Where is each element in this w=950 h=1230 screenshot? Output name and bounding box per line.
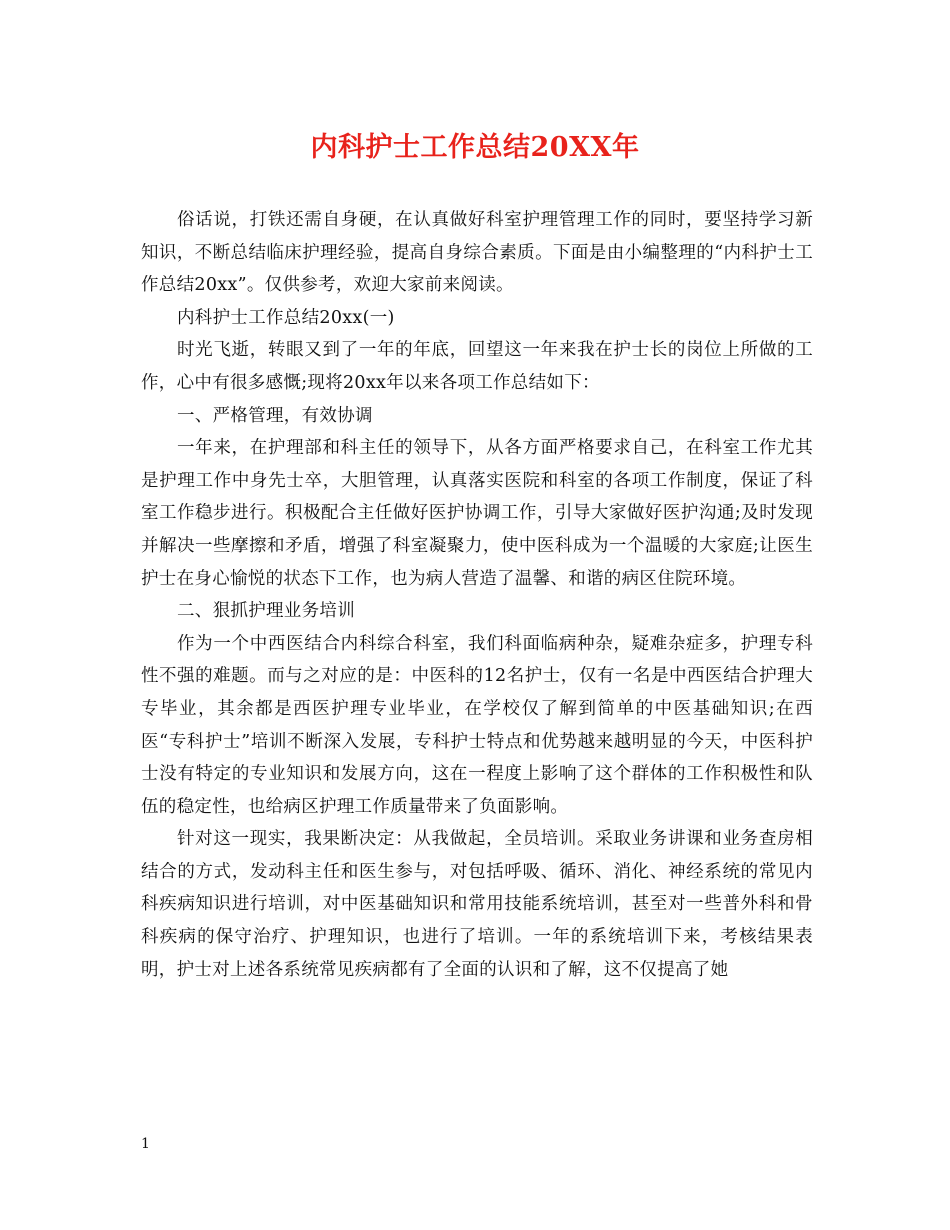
- paragraph: 一年来，在护理部和科主任的领导下，从各方面严格要求自己，在科室工作尤其是护理工作中身先士卒，大胆管理，认真落实医院和科室的各项工作制度，保证了科室工作稳步进行。积极配合主任做好医护协调工作，引导大家做好医护沟通;及时发现并解决一些摩擦和矛盾，增强了科室凝聚力，使中医科成为一个温暖的大家庭;让医生护士在身心愉悦的状态下工作，也为病人营造了温馨、和谐的病区住院环境。: [141, 438, 813, 589]
- document-body: [141, 204, 813, 986]
- paragraph: 时光飞逝，转眼又到了一年的年底，回望这一年来我在护士长的岗位上所做的工作，心中有很多感慨;现将20xx年以来各项工作总结如下：: [141, 340, 813, 393]
- paragraph: 针对这一现实，我果断决定：从我做起，全员培训。采取业务讲课和业务查房相结合的方式，发动科主任和医生参与，对包括呼吸、循环、消化、神经系统的常见内科疾病知识进行培训，对中医基础知识和常用技能系统培训，甚至对一些普外科和骨科疾病的保守治疗、护理知识，也进行了培训。一年的系统培训下来，考核结果表明，护士对上述各系统常见疾病都有了全面的认识和了解，这不仅提高了她: [141, 829, 813, 980]
- paragraph: 作为一个中西医结合内科综合科室，我们科面临病种杂，疑难杂症多，护理专科性不强的难题。而与之对应的是：中医科的12名护士，仅有一名是中西医结合护理大专毕业，其余都是西医护理专业毕业，在学校仅了解到简单的中医基础知识;在西医“专科护士”培训不断深入发展，专科护士特点和优势越来越明显的今天，中医科护士没有特定的专业知识和发展方向，这在一程度上影响了这个群体的工作积极性和队伍的稳定性，也给病区护理工作质量带来了负面影响。: [141, 633, 813, 817]
- page-number: 1: [141, 1136, 150, 1152]
- paragraph-heading-1: 一、严格管理，有效协调: [177, 405, 373, 426]
- paragraph-intro: 俗话说，打铁还需自身硬，在认真做好科室护理管理工作的同时，要坚持学习新知识，不断总结临床护理经验，提高自身综合素质。下面是由小编整理的“内科护士工作总结20xx”。仅供参考，欢迎大家前来阅读。: [141, 210, 813, 296]
- paragraph-heading-2: 二、狠抓护理业务培训: [177, 601, 355, 622]
- document-title: 内科护士工作总结20XX年: [310, 132, 640, 163]
- paragraph-section-title: 内科护士工作总结20xx(一): [177, 307, 395, 328]
